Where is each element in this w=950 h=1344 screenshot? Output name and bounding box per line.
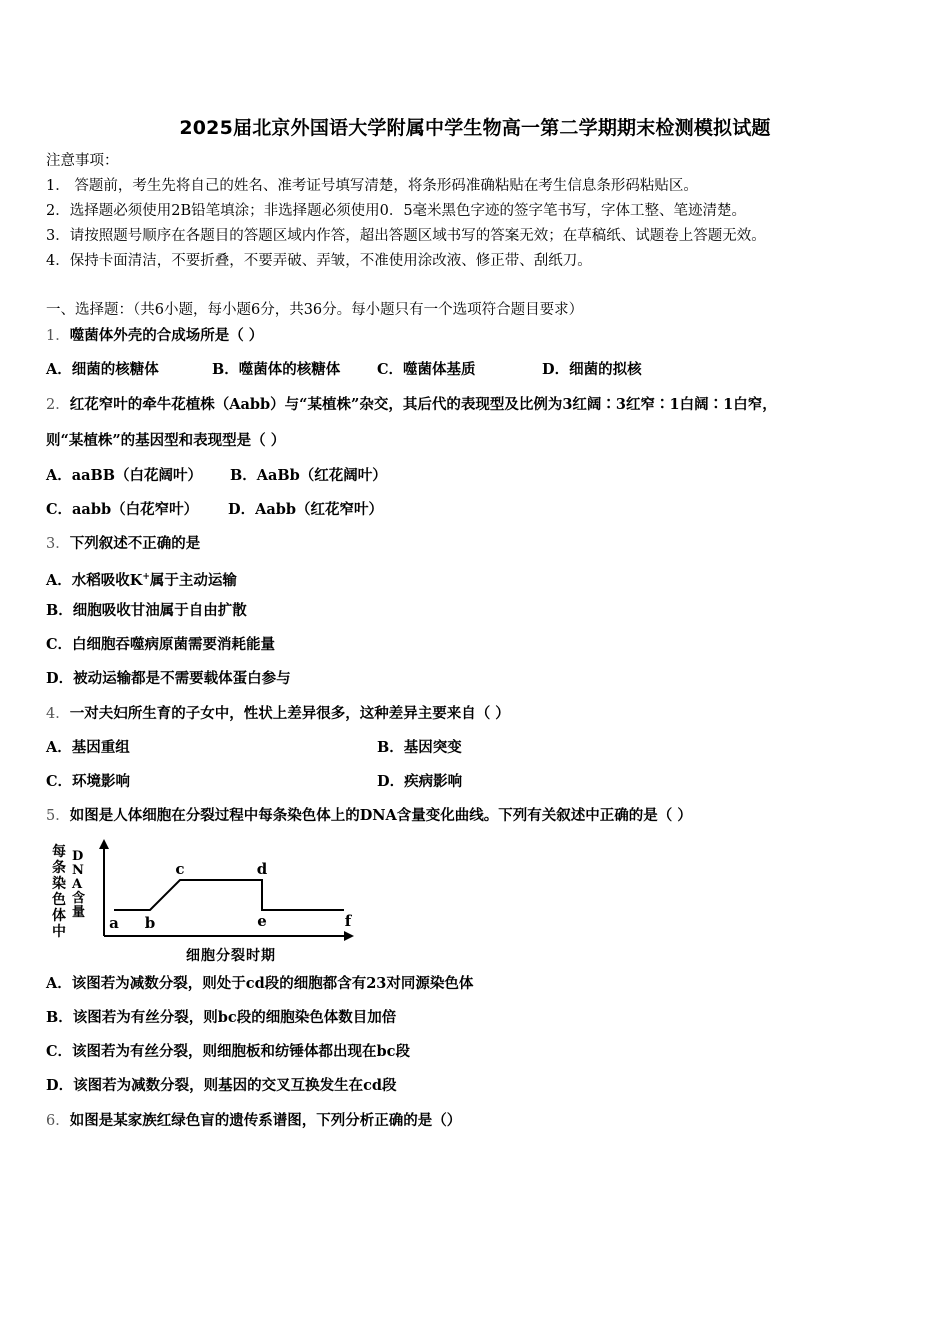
point-label-c: c [175,860,185,878]
q5-option-c: C．该图若为有丝分裂，则细胞板和纺锤体都出现在bc段 [46,1043,411,1060]
q3-option-a [46,567,237,591]
question-1 [46,326,263,346]
q2-option-a: A．aaBB（白花阔叶） [46,467,203,484]
point-label-e: e [257,912,267,930]
y-label-char: 色 [52,892,66,908]
q3-option-c: C．白细胞吞噬病原菌需要消耗能量 [46,636,276,653]
y-label-char: A [72,877,83,892]
question-number: 6． [46,1113,70,1129]
notice-heading: 注意事项： [46,153,119,169]
q2-option-b: B．AaBb（红花阔叶） [230,467,387,484]
section-heading: 一、选择题：（共6小题，每小题6分，共36分。每小题只有一个选项符合题目要求） [46,302,584,318]
q5-option-d: D．该图若为减数分裂，则基因的交叉互换发生在cd段 [46,1077,397,1094]
q1-option-b: B．噬菌体的核糖体 [212,361,341,378]
q1-option-c: C．噬菌体基质 [377,361,476,378]
question-2 [46,395,777,415]
q3-option-d: D．被动运输都是不需要载体蛋白参与 [46,670,291,687]
y-label-char: 体 [52,908,66,924]
y-label-char: 条 [52,860,66,876]
option-text: A．水稻吸收K [46,571,143,589]
q1-option-d: D．细菌的拟核 [542,361,642,378]
question-stem: 如图是人体细胞在分裂过程中每条染色体上的DNA含量变化曲线。下列有关叙述中正确的是（ ） [69,807,692,824]
y-label-char: D [72,849,84,864]
q2-option-c: C．aabb（白花窄叶） [46,501,199,518]
question-3 [46,534,200,554]
option-text-end: 属于主动运输 [149,571,237,589]
question-stem: 如图是某家族红绿色盲的遗传系谱图，下列分析正确的是（） [69,1112,462,1129]
q4-option-d: D．疾病影响 [377,773,463,790]
x-axis-arrow [344,931,354,941]
q1-option-a: A．细菌的核糖体 [46,361,159,378]
superscript: + [142,572,150,582]
question-stem: 一对夫妇所生育的子女中，性状上差异很多，这种差异主要来自（ ） [69,705,510,722]
x-axis-label: 细胞分裂时期 [186,948,276,964]
q4-option-a: A．基因重组 [46,739,130,756]
q5-option-a: A．该图若为减数分裂，则处于cd段的细胞都含有23对同源染色体 [46,975,474,992]
point-label-f: f [344,912,352,930]
q4-option-b: B．基因突变 [377,739,462,756]
q3-option-b: B．细胞吸收甘油属于自由扩散 [46,602,247,619]
y-label-char: 染 [52,876,66,892]
y-label-char: 中 [52,924,66,940]
question-6 [46,1111,461,1131]
y-axis-arrow [99,839,109,849]
y-label-char: 含 [72,891,86,906]
point-label-b: b [144,914,156,932]
q2-option-d: D．Aabb（红花窄叶） [228,501,383,518]
question-4 [46,704,510,724]
question-number: 3． [46,536,70,552]
y-axis-label [51,843,85,940]
question-number: 4． [46,706,70,722]
question-stem-line1: 红花窄叶的牵牛花植株（Aabb）与“某植株”杂交，其后代的表现型及比例为3红阔∶3红窄∶1白阔∶1白窄， [69,396,777,413]
notice-item-3: 3．请按照题号顺序在各题目的答题区域内作答，超出答题区域书写的答案无效；在草稿纸、试题卷上答题无效。 [46,228,766,244]
notice-item-1: 1． 答题前，考生先将自己的姓名、准考证号填写清楚，将条形码准确粘贴在考生信息条形码粘贴区。 [46,178,698,194]
point-label-a: a [109,914,119,932]
dna-curve [114,880,344,910]
question-number: 2． [46,397,70,413]
question-number: 5． [46,808,70,824]
y-label-char: N [72,863,84,878]
y-label-char: 每 [52,844,66,860]
y-label-char: 量 [72,905,86,920]
question-stem-line2: 则“某植株”的基因型和表现型是（ ） [46,432,286,449]
q5-option-b: B．该图若为有丝分裂，则bc段的细胞染色体数目加倍 [46,1009,397,1026]
notice-item-4: 4．保持卡面清洁，不要折叠，不要弄破、弄皱，不准使用涂改液、修正带、刮纸刀。 [46,253,592,269]
page-title: 2025届北京外国语大学附属中学生物高一第二学期期末检测模拟试题 [179,117,771,139]
point-label-d: d [256,860,268,878]
question-stem: 噬菌体外壳的合成场所是（ ） [69,327,264,344]
dna-content-chart [44,836,364,964]
q4-option-c: C．环境影响 [46,773,131,790]
question-5 [46,806,692,826]
notice-item-2: 2．选择题必须使用2B铅笔填涂；非选择题必须使用0．5毫米黑色字迹的签字笔书写，字体工整、笔迹清楚。 [46,203,747,219]
question-number: 1． [46,328,70,344]
question-stem: 下列叙述不正确的是 [69,535,201,552]
